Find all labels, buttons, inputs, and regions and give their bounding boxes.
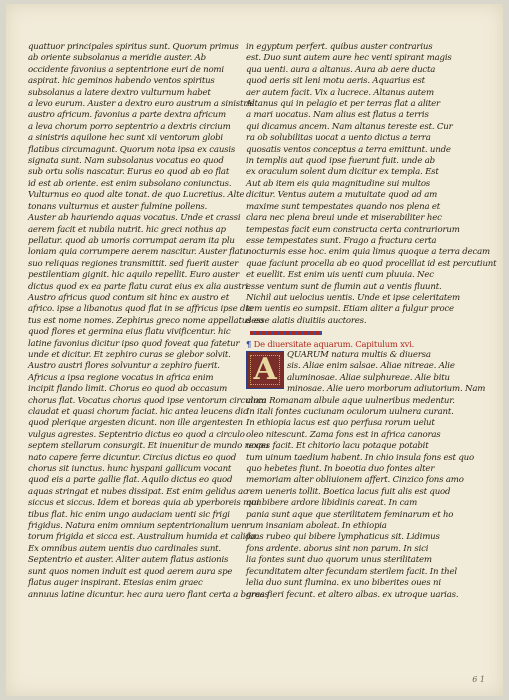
text-line: Aut ab item eis quia magnitudine sui multos <box>246 178 431 189</box>
text-line: qui bibere ardore libidinis careat. In cam <box>246 498 418 509</box>
text-line: incipit flando limit. Chorus eo quod ab occasum <box>28 384 228 395</box>
text-line: esse tempestates sunt. Frago a fractura certa <box>246 235 437 246</box>
text-line: Nichil aut uelocius uentis. Unde et ipse celeritatem <box>246 292 460 303</box>
text-line: Vulturnus eo quod alte tonat. de quo Lucretius. Alte <box>28 190 245 201</box>
chapter-rubric <box>246 339 446 350</box>
text-line: septem stellarum consurgit. Et inuenitur de mundo rexpu <box>28 441 269 452</box>
text-line: annuus latine dicuntur. hec aura uero flant certa a boreas <box>28 589 269 600</box>
text-line: aquas stringat et nubes dissipat. Est enim gelidus ac <box>28 486 248 497</box>
paragraph-mark-icon: ¶ <box>246 338 252 349</box>
text-line: QUARUM natura multis & diuersa <box>287 349 431 360</box>
text-line: aspirat. hic geminos habendo ventos spiritus <box>28 76 215 87</box>
text-line: Septentrio et auster. Aliter autem flatus astionis <box>28 555 229 566</box>
text-line: sub ortu solis nascatur. Eurus eo quod ab eo flat <box>28 167 230 178</box>
text-line: torum frigida et sicca est. Australium humida et calida. <box>28 532 259 543</box>
text-line: quae faciunt procella ab eo quod procelllat id est percutiunt <box>246 258 497 269</box>
text-line: oleo nitescunt. Zama fons est in africa canoras <box>246 429 441 440</box>
text-line: quod aeris sit leni motu aeris. Aquarius est <box>246 76 425 87</box>
text-line: In itali fontes cuciunam oculorum uulnera curant. <box>246 407 454 417</box>
decorated-initial-block <box>246 349 486 396</box>
manuscript-page <box>6 4 503 696</box>
text-line: quod eis a parte gallie flat. Aquilo dictus eo quod <box>28 475 233 486</box>
text-line: frigidus. Natura enim omnium septentrionalium uen <box>28 521 247 532</box>
text-line: Africus a ipsa regione vocatus in africa enim <box>28 372 214 383</box>
text-line: aer autem facit. Vix a lucrece. Altanus autem <box>246 87 434 98</box>
text-line: rum insaniam aboleat. In ethiopia <box>246 521 387 532</box>
text-line: fons rubeo qui bibere lymphaticus sit. Lidimus <box>246 532 440 543</box>
decorated-initial-letter: A <box>246 351 284 389</box>
text-line: ra ob solubilitas uocat a uento dictus a terra <box>246 133 431 144</box>
text-line: memoriam alter obliuionem affert. Cinzico fons amo <box>246 475 464 486</box>
text-line: unde et dicitur. Et zephiro curas se glebor solvit. <box>28 349 231 360</box>
text-line: dicitur. Ventus autem a mutuitate quod ad am <box>246 190 438 201</box>
text-line: pania sunt aque que sterilitatem feminarum et ho <box>246 509 454 520</box>
text-line: in templis aut quod ipse fuerunt fuit. unde ab <box>246 156 435 167</box>
text-line: et euellit. Est enim uis uenti cum pluuia. Nec <box>246 270 434 281</box>
text-line: tem uentis eo sumpsit. Etiam aliter a fulgur proce <box>246 304 454 315</box>
right-column <box>246 42 497 601</box>
text-line: vulgus agrestes. Septentrio dictus eo quod a circulo <box>28 429 245 440</box>
text-line: quattuor principales spiritus sunt. Quorum primus <box>28 42 239 52</box>
text-line: siccus et siccus. Idem et boreas quia ab yperboreis mon <box>28 498 262 509</box>
text-line: tus est nome nomes. Zephirus greco nome appellatus eo <box>28 315 264 326</box>
text-line: dictus quod ex ea parte flatu curat eius ex alia austri. <box>28 281 251 292</box>
text-line: occidente favonius a septentrione euri de nomi <box>28 64 224 75</box>
text-line: tibus flat. hic enim ungo audaciam uenti sic frigi <box>28 509 230 520</box>
text-line: tonans vulturnus et auster fulmine pollens. <box>28 201 208 212</box>
text-line: sunt quos nomen induit est quod aerem aura spe <box>28 566 233 577</box>
text-line: est. Duo sunt autem aure hec venti spirant magis <box>246 53 452 64</box>
text-line: pestilentiam gignit. hic aquilo repellit. Euro auster <box>28 270 239 281</box>
text-line: circa Romanam albule aque uulneribus medentur. <box>246 395 455 406</box>
closing-line: desse alatis diuitiis auctores. <box>246 315 367 326</box>
text-line: sis. Aliae enim salsae. Aliae nitreae. Alie <box>287 361 455 372</box>
text-line: chorus sit iunctus. hunc hyspani gallicum vocant <box>28 464 232 475</box>
text-line: chorus flat. Vocatus chorus quod ipse ventorum circulum <box>28 395 267 406</box>
text-line: clara nec plena breui unde et miserabiliter hec <box>246 213 442 224</box>
text-line: austro africum. favonius a parte dextra africum <box>28 110 226 121</box>
text-line: fecunditatem alter fecundam sterilem facit. In thel <box>246 566 457 577</box>
text-line: ex oraculum solent dum dicitur ex templa. Est <box>246 167 439 178</box>
text-line: nato capere ferre dicuntur. Circius dictus eo quod <box>28 452 237 463</box>
text-line: rem ueneris tollit. Boetica lacus fuit alis est quod <box>246 486 451 497</box>
text-line: tempestas facit eum constructa certa contrariorum <box>246 224 460 235</box>
text-line: lia fontes sunt duo quorum unus sterilitatem <box>246 555 432 566</box>
left-column <box>28 42 269 601</box>
text-line: aerem facit et nubila nutrit. hic greci nothus ap <box>28 224 226 235</box>
line-filler-ornament <box>246 327 446 338</box>
text-line: ab oriente subsolanus a meridie auster. Ab <box>28 53 206 64</box>
text-line: a leva chorum porro septentrio a dextris circium <box>28 121 231 132</box>
text-line: quod plerique argesten dicunt. non ille argentesten <box>28 418 243 429</box>
text-line: gras fieri fecunt. et altero albas. ex utroque uarias. <box>246 589 459 600</box>
text-line: suo reliquas regiones transmittit. sed fuerit auster <box>28 258 239 269</box>
text-line: quo hebetes fiunt. In boeotia duo fontes alter <box>246 464 435 475</box>
text-line: a sinistris aquilone hec sunt xii ventorum globi <box>28 133 223 144</box>
text-line: subsolanus a latere dextro vulturnum habet <box>28 87 211 98</box>
text-line: nocturnis esse hoc. enim quia limus quoque a terra decam <box>246 247 490 258</box>
text-line: qua uenti. aura a altanus. Aura ab aere ducta <box>246 64 436 75</box>
text-line: aluminosae. Aliae sulphureae. Alie bitu <box>287 372 450 383</box>
text-line: qui dicamus ancem. Nam altanus tereste est. Cur <box>246 121 453 132</box>
text-line: Austro austri flores solvuntur a zephiro fuerit. <box>28 361 220 372</box>
text-line: quod flores et germina eius flatu vivificentur. hic <box>28 327 231 338</box>
text-line: flatus auger inspirant. Etesias enim graec <box>28 578 203 589</box>
text-line: latine favonius dicitur ipso quod foveat qua fatetur <box>28 338 240 349</box>
text-line: minosae. Alie uero morborum adiutorium. Nam <box>287 384 486 395</box>
text-line: a mari uocatus. Nam alius est flatus a terris <box>246 110 429 121</box>
text-line: loniam quia corrumpere aerem nascitur. Auster flatu <box>28 247 249 258</box>
initial-lines <box>287 350 485 396</box>
text-line <box>246 316 446 327</box>
text-line: maxime sunt tempestates quando nos plena et <box>246 201 441 212</box>
text-line: flatibus circumagunt. Quorum nota ipsa ex causis <box>28 144 236 155</box>
text-line: uoces facit. Et chitorio lacu potaque potabit <box>246 441 429 452</box>
text-line: fons ardente. aborus sint non parum. In sici <box>246 543 429 554</box>
text-line: signata sunt. Nam subsolanus vocatus eo quod <box>28 156 224 167</box>
text-line: quosatis ventos conceptus a terra emittunt. unde <box>246 144 451 155</box>
text-line: Altanus qui in pelagio et per terras flat a aliter <box>246 99 440 110</box>
text-line: a levo eurum. Auster a dextro euro austrum a sinistris <box>28 99 254 110</box>
text-line: Auster ab hauriendo aquas vocatus. Unde et crassi <box>28 213 241 224</box>
text-line: africo. ipse a libanotus quod flat in se affricus ipse dic <box>28 304 253 315</box>
text-line: tum uinum taedium habent. In chio insula fons est quo <box>246 452 474 463</box>
text-line: Austro africus quod contum sit hinc ex austro et <box>28 292 229 303</box>
text-line: esse ventum sunt de flumin aut a ventis fluunt. <box>246 281 442 292</box>
text-line: lelia duo sunt flumina. ex uno biberites oues ni <box>246 578 441 589</box>
folio-number: 6 1 <box>472 675 485 684</box>
text-line: pellatur. quod ab umoris corrumpat aeram ita plu <box>28 235 235 246</box>
chapter-rubric-text: De diuersitate aquarum. Capitulum xvi. <box>253 338 415 349</box>
text-line: id est ab oriente. est enim subsolano coniunctus. <box>28 178 232 189</box>
text-line: claudat et quasi chorum faciat. hic antea leucens dic <box>28 407 248 417</box>
text-line: in egyptum perfert. quibus auster contrarius <box>246 42 433 52</box>
text-line: Ex omnibus autem uentis duo cardinales sunt. <box>28 543 221 554</box>
text-line: In ethiopia lacus est quo perfusa rorum uelut <box>246 418 435 429</box>
